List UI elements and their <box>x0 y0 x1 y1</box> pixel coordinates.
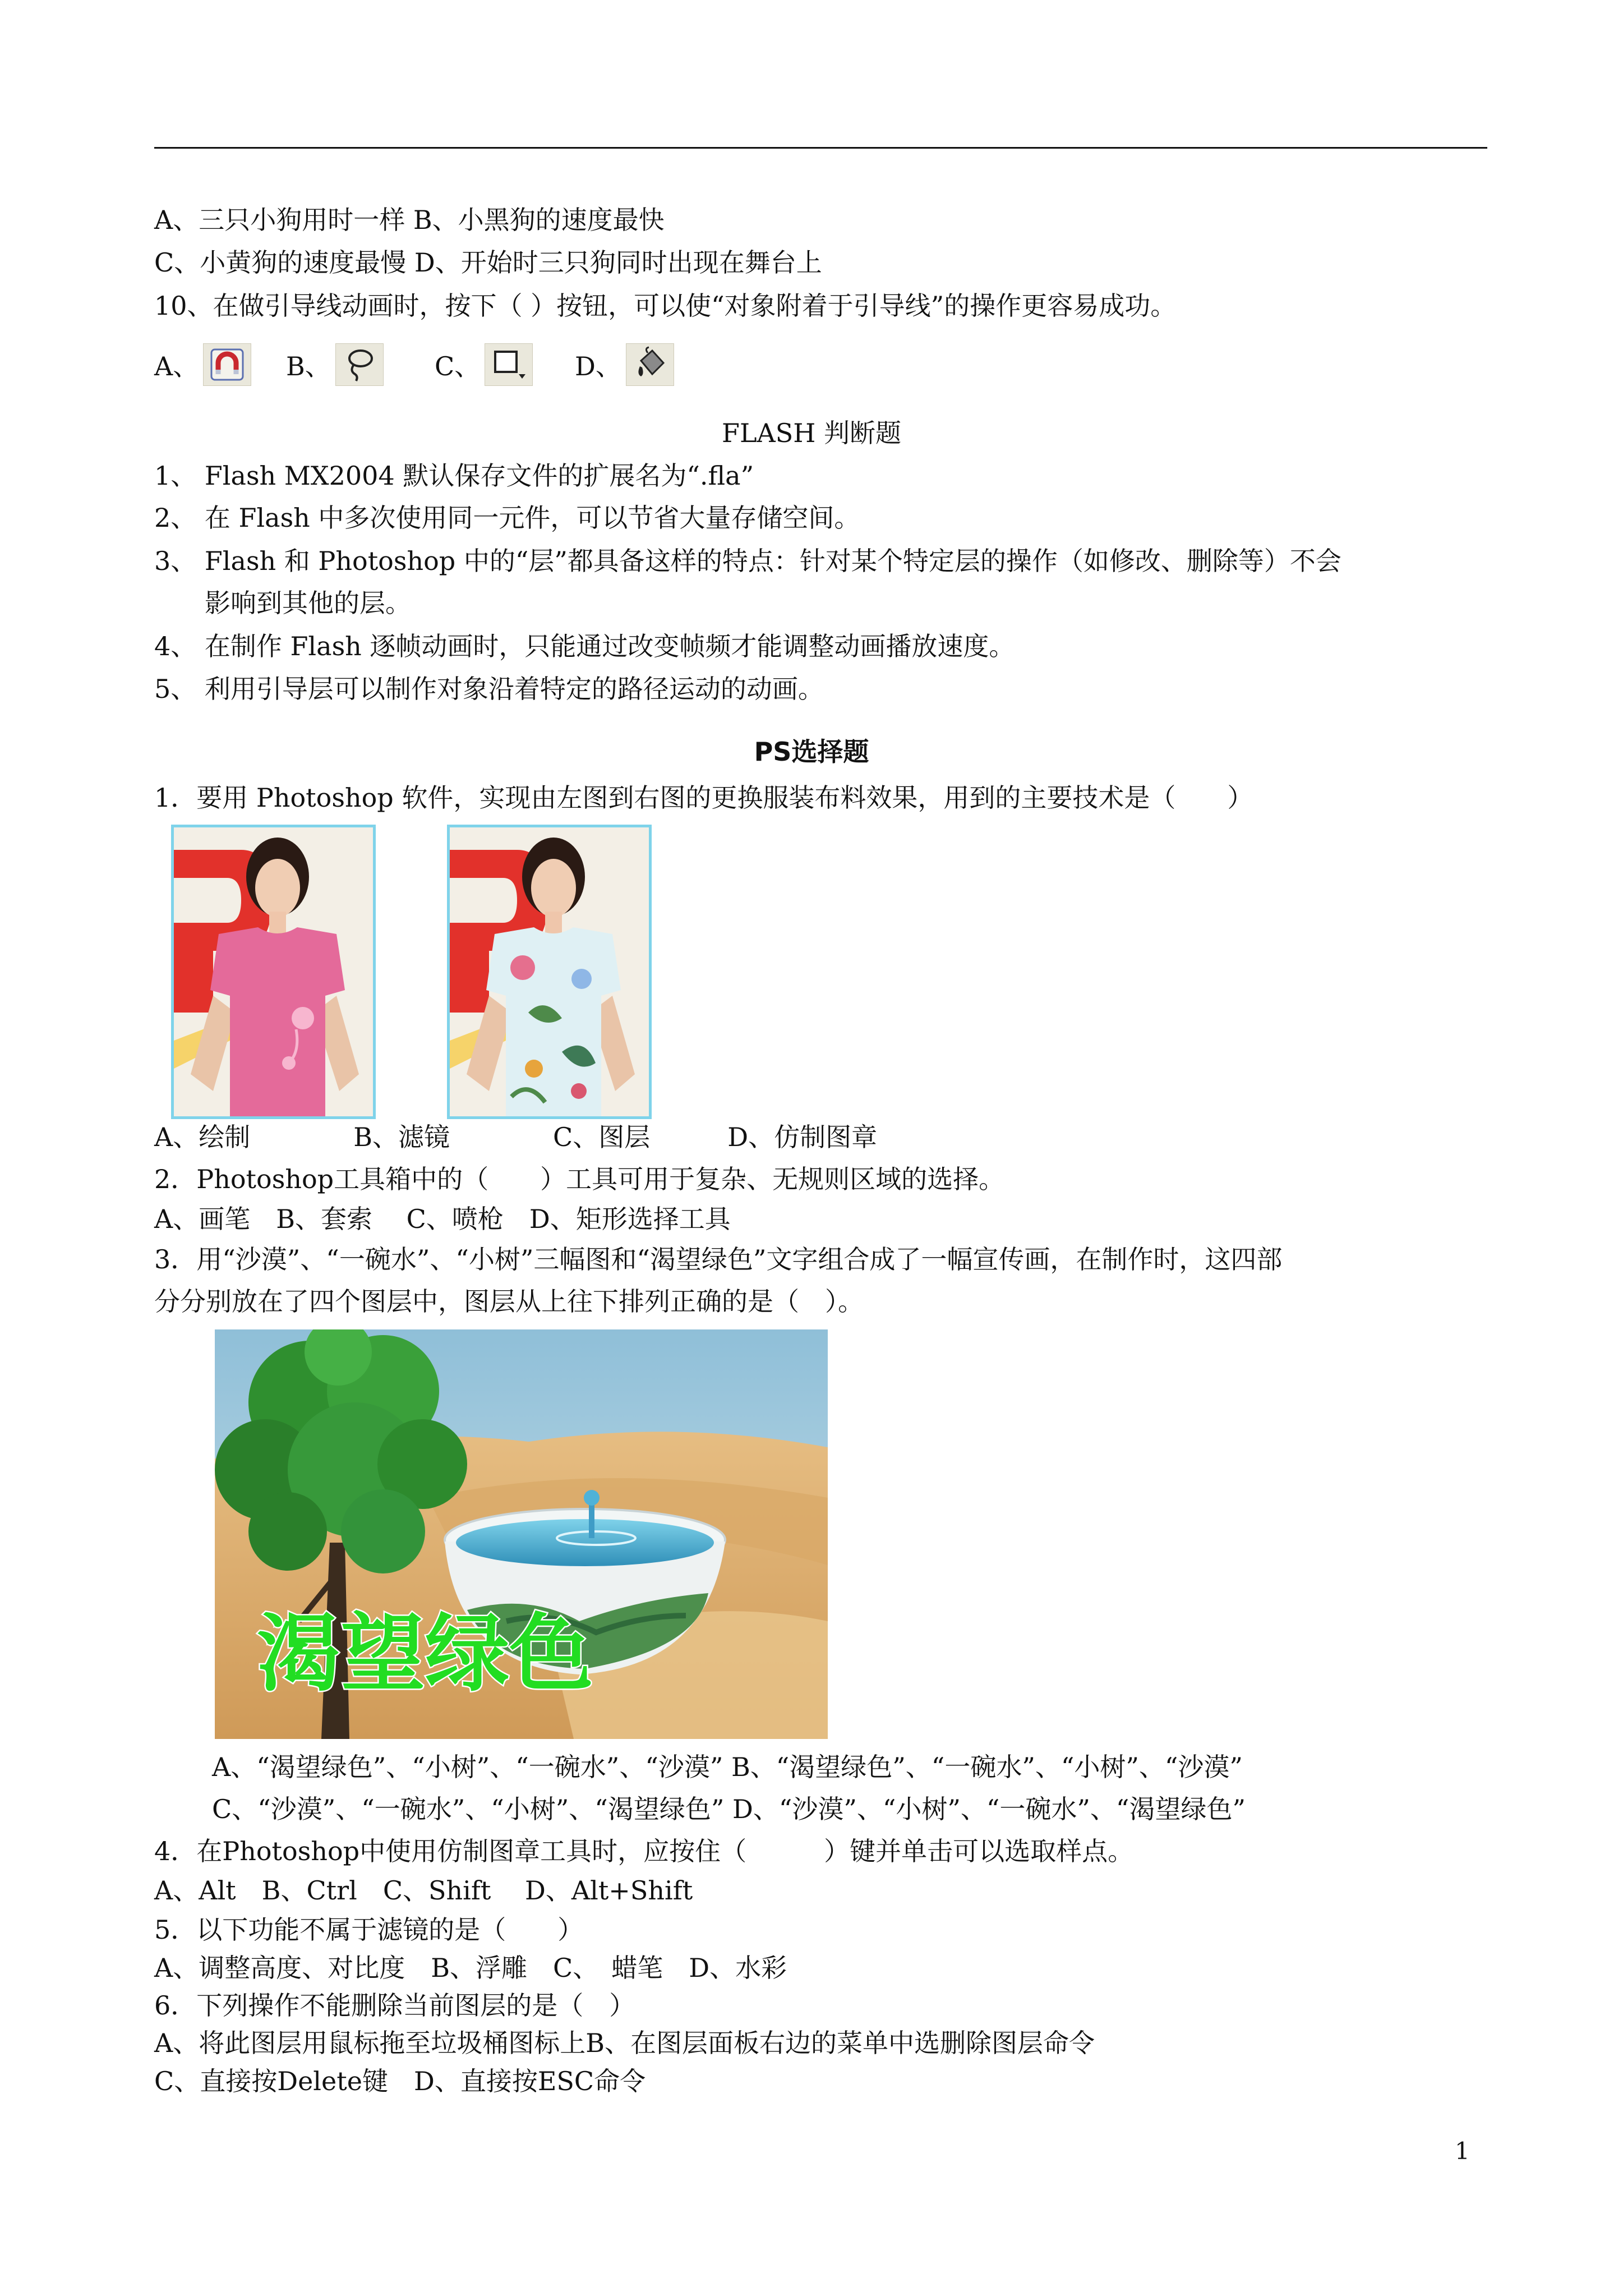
ps-question-2: 2．Photoshop工具箱中的（ ）工具可用于复杂、无规则区域的选择。 <box>154 1164 1005 1194</box>
judgment-4: 4、 在制作 Flash 逐帧动画时，只能通过改变帧频才能调整动画播放速度。 <box>154 631 1015 661</box>
option-d-label: D、 <box>575 351 621 381</box>
photo-after <box>447 825 652 1119</box>
option-a-label: A、 <box>154 351 199 381</box>
option-b <box>286 343 384 386</box>
ps-question-3: 3．用“沙漠”、“一碗水”、“小树”三幅图和“渴望绿色”文字组合成了一幅宣传画，在制作时，这四部 <box>154 1244 1283 1274</box>
ps-question-3-options-cd: C、“沙漠”、“一碗水”、“小树”、“渴望绿色” D、“沙漠”、“小树”、“一碗水”、“渴望绿色” <box>212 1794 1246 1824</box>
ps-question-3-continued: 分分别放在了四个图层中，图层从上往下排列正确的是（ ）。 <box>154 1286 864 1317</box>
option-b-label: B、 <box>286 351 331 381</box>
ps-section-title: PS选择题 <box>754 737 869 767</box>
judgment-5: 5、 利用引导层可以制作对象沿着特定的路径运动的动画。 <box>154 674 824 704</box>
option-line-ab: A、三只小狗用时一样 B、小黑狗的速度最快 <box>154 205 665 235</box>
paint-bucket-icon <box>626 343 674 386</box>
judgment-2: 2、 在 Flash 中多次使用同一元件，可以节省大量存储空间。 <box>154 503 860 533</box>
ps-question-4: 4．在Photoshop中使用仿制图章工具时，应按住（ ）键并单击可以选取样点。 <box>154 1836 1134 1866</box>
ps-question-3-options-ab: A、“渴望绿色”、“小树”、“一碗水”、“沙漠” B、“渴望绿色”、“一碗水”、“小树”、“沙漠” <box>212 1752 1243 1782</box>
lasso-icon <box>335 343 384 386</box>
ps-question-4-options: A、Alt B、Ctrl C、Shift D、Alt+Shift <box>154 1875 693 1906</box>
flash-section-title: FLASH 判断题 <box>722 418 901 448</box>
option-c <box>435 343 533 386</box>
judgment-1: 1、 Flash MX2004 默认保存文件的扩展名为“.fla” <box>154 461 754 491</box>
image-title-text: 渴望绿色 <box>257 1605 594 1703</box>
header-rule <box>154 147 1487 149</box>
ps-question-6: 6．下列操作不能删除当前图层的是（ ） <box>154 1990 635 2021</box>
rectangle-tool-icon <box>485 343 533 386</box>
option-d <box>575 343 674 386</box>
option-c-label: C、 <box>435 351 481 381</box>
judgment-3: 3、 Flash 和 Photoshop 中的“层”都具备这样的特点：针对某个特定层的操作（如修改、删除等）不会 <box>154 546 1341 576</box>
option-line-cd: C、小黄狗的速度最慢 D、开始时三只狗同时出现在舞台上 <box>154 247 822 278</box>
ps-question-1: 1．要用 Photoshop 软件，实现由左图到右图的更换服装布料效果，用到的主要技术是（ ） <box>154 783 1253 813</box>
ps-question-6-options-cd: C、直接按Delete键 D、直接按ESC命令 <box>154 2066 646 2096</box>
ps-question-6-options-ab: A、将此图层用鼠标拖至垃圾桶图标上B、在图层面板右边的菜单中选删除图层命令 <box>154 2028 1095 2058</box>
ps-question-5-options: A、调整高度、对比度 B、浮雕 C、 蜡笔 D、水彩 <box>154 1953 787 1983</box>
judgment-3-continued: 影响到其他的层。 <box>205 588 411 618</box>
option-a <box>154 343 251 386</box>
ps-question-2-options: A、画笔 B、套索 C、喷枪 D、矩形选择工具 <box>154 1204 731 1234</box>
ps-question-5: 5．以下功能不属于滤镜的是（ ） <box>154 1915 584 1945</box>
desert-composite-image <box>215 1329 828 1739</box>
photo-before <box>171 825 376 1119</box>
page-number: 1 <box>1455 2137 1470 2165</box>
magnet-icon <box>203 343 251 386</box>
question-10: 10、在做引导线动画时，按下（ ）按钮，可以使“对象附着于引导线”的操作更容易成功。 <box>154 291 1177 321</box>
ps-question-1-options: A、绘制 B、滤镜 C、图层 D、仿制图章 <box>154 1122 878 1152</box>
